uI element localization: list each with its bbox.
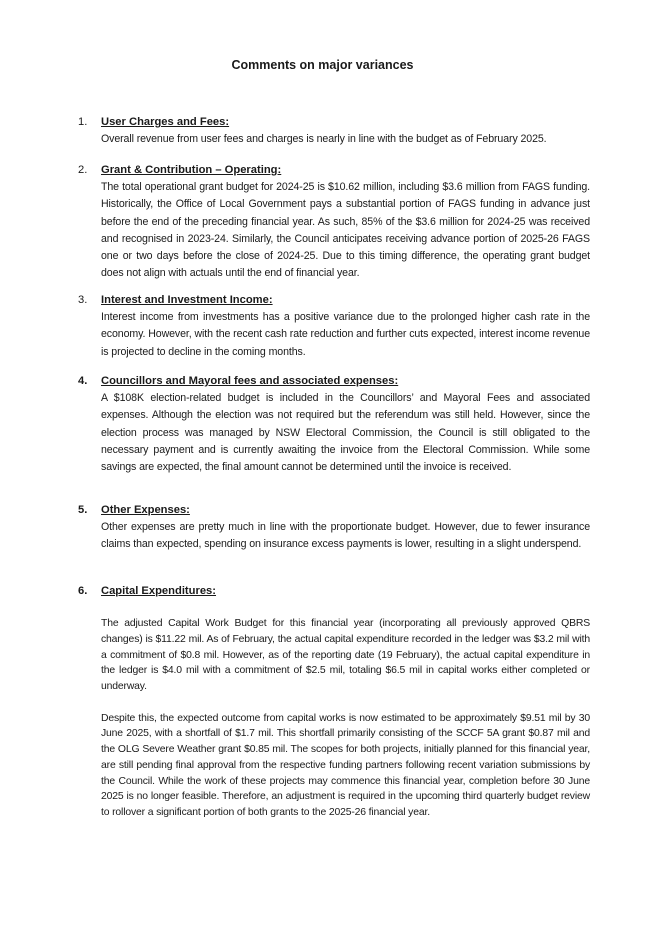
section-user-charges xyxy=(78,114,590,148)
section-councillors-fees xyxy=(78,373,590,476)
section-grant-contribution xyxy=(78,162,590,282)
section-paragraph: The total operational grant budget for 2024-25 is $10.62 million, including $3.6 million from FAGS funding. Historically, the Office of Local Government pays a substantial portion of FAGS funding in advance just before the end of the preceding financial year. As such, 85% of the $3.6 million for 2024-25 was received and recognised in 2023-24. Similarly, the Council anticipates receiving advance portion of 2025-26 FAGS one or two days before the close of 2024-25. Due to this timing difference, the operating grant budget does not align with actuals until the end of financial year. xyxy=(101,181,590,280)
section-other-expenses xyxy=(78,502,590,554)
section-paragraph: Despite this, the expected outcome from capital works is now estimated to be approximately $9.51 mil by 30 June 2025, with a shortfall of $1.7 mil. This shortfall primarily consisting of the SCCF 5A grant $0.87 mil and the OLG Severe Weather grant $0.85 mil. The scopes for both projects, initially planned for this financial year, are still pending final approval from the respective funding partners following recent variation submissions by the Council. While the work of these projects may commence this financial year, completion before 30 June 2025 is no longer feasible. Therefore, an adjustment is required in the upcoming third quarterly budget review to rollover a significant portion of both grants to the 2025-26 financial year. xyxy=(101,712,590,818)
section-heading: Other Expenses: xyxy=(101,504,190,516)
section-paragraph: Interest income from investments has a positive variance due to the prolonged higher cash rate in the economy. However, with the recent cash rate reduction and further cuts expected, interest income revenue is projected to decline in the coming months. xyxy=(101,311,590,358)
section-heading: Interest and Investment Income: xyxy=(101,294,273,306)
section-heading: Councillors and Mayoral fees and associated expenses: xyxy=(101,375,399,387)
section-paragraph: Other expenses are pretty much in line with the proportionate budget. However, due to fewer insurance claims than expected, spending on insurance excess payments is lower, resulting in a slight underspend. xyxy=(101,521,590,551)
section-paragraph: The adjusted Capital Work Budget for this financial year (incorporating all previously approved QBRS changes) is $11.22 mil. As of February, the actual capital expenditure recorded in the ledger was $3.2 mil with a commitment of $0.8 mil. However, as of the reporting date (19 February), the actual capital expenditure in the ledger is $4.0 mil with a commitment of $2.5 mil, totaling $6.5 mil in capital works either completed or underway. xyxy=(101,618,590,693)
section-heading: Capital Expenditures: xyxy=(101,585,217,597)
section-number: 3. xyxy=(78,294,88,306)
section-heading: User Charges and Fees: xyxy=(101,116,230,128)
section-number: 2. xyxy=(78,164,88,176)
section-number: 1. xyxy=(78,116,88,128)
section-number: 5. xyxy=(78,504,88,516)
section-capital-expenditures xyxy=(78,583,590,821)
section-number: 6. xyxy=(78,585,88,597)
section-paragraph: A $108K election-related budget is included in the Councillors’ and Mayoral Fees and associated expenses. Although the election was not required but the referendum was still held. However, since the election process was managed by NSW Electoral Commission, the Council is still obligated to the necessary payment and is currently awaiting the invoice from the Electoral Commission. While some savings are expected, the final amount cannot be determined until the invoice is received. xyxy=(101,392,590,474)
page-title: Comments on major variances xyxy=(231,58,414,72)
section-paragraph: Overall revenue from user fees and charges is nearly in line with the budget as of February 2025. xyxy=(101,133,547,146)
section-heading: Grant & Contribution – Operating: xyxy=(101,164,282,176)
section-number: 4. xyxy=(78,375,88,387)
section-interest-income xyxy=(78,292,590,361)
